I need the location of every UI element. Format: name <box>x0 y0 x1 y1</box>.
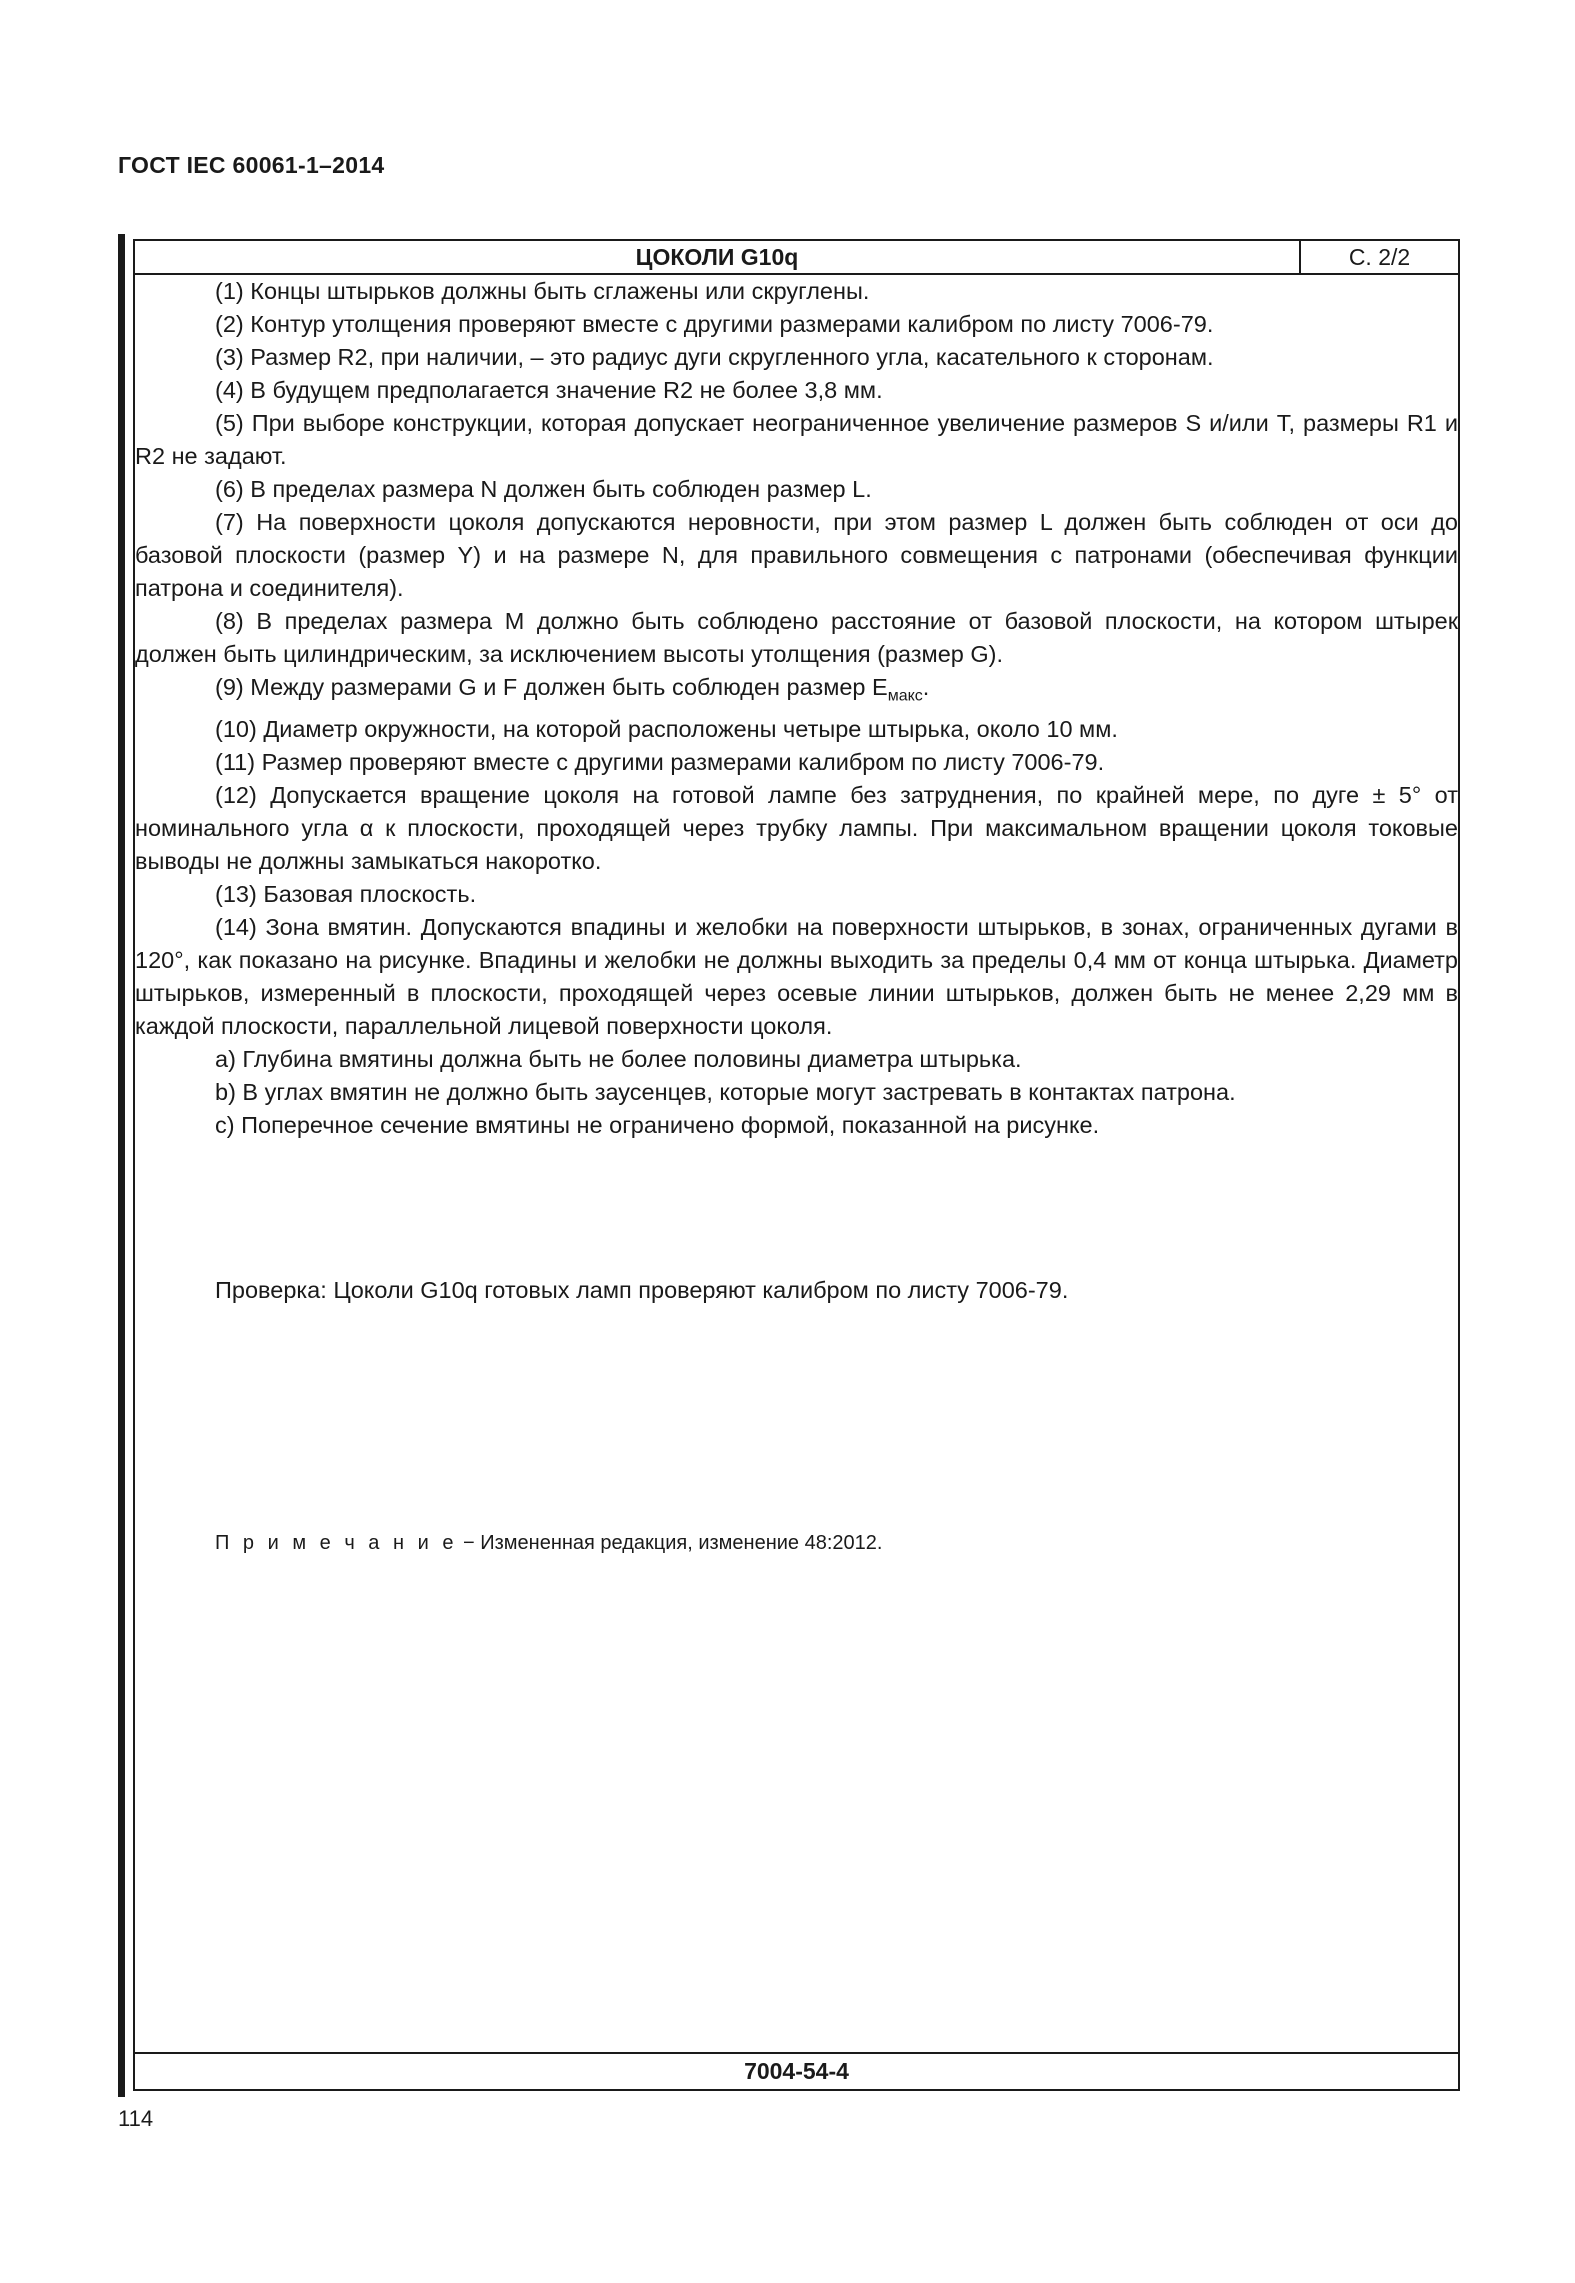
note-9 <box>135 671 1458 713</box>
note-10: (10) Диаметр окружности, на которой расположены четыре штырька, около 10 мм. <box>215 715 1118 742</box>
sheet-frame <box>133 239 1460 2091</box>
check-statement: Проверка: Цоколи G10q готовых ламп проверяют калибром по листу 7006-79. <box>215 1277 1069 1303</box>
note-6: (6) В пределах размера N должен быть соблюден размер L. <box>215 476 872 502</box>
note-14-a: a) Глубина вмятины должна быть не более половины диаметра штырька. <box>215 1045 1022 1072</box>
remark-text: − Измененная редакция, изменение 48:2012. <box>457 1532 883 1554</box>
note-2: (2) Контур утолщения проверяют вместе с другими размерами калибром по листу 7006-79. <box>215 311 1214 337</box>
note-3: (3) Размер R2, при наличии, – это радиус дуги скругленного угла, касательного к сторонам. <box>215 344 1214 370</box>
page-number: 114 <box>118 2106 154 2131</box>
sheet-page: С. 2/2 <box>1348 244 1411 270</box>
note-14: (14) Зона вмятин. Допускаются впадины и желобки на поверхности штырьков, в зонах, ограниченных дугами в 120°, как показано на рисунке. Впадины и желобки не должны выходить за пределы 0,4 мм от конца штырька. Диаметр штырьков, измеренный в плоскости, проходящей через осевые линии штырьков, должен быть не менее 2,29 мм в каждой плоскости, параллельной лицевой поверхности цоколя. <box>135 913 1458 1039</box>
remark-label: П р и м е ч а н и е <box>215 1532 458 1554</box>
note-9-text: (9) Между размерами G и F должен быть соблюден размер E <box>215 674 888 700</box>
note-11: (11) Размер проверяют вместе с другими размерами калибром по листу 7006-79. <box>215 748 1105 775</box>
note-14-b: b) В углах вмятин не должно быть заусенцев, которые могут застревать в контактах патрона. <box>215 1078 1236 1105</box>
note-13: (13) Базовая плоскость. <box>215 880 477 907</box>
note-4: (4) В будущем предполагается значение R2 не более 3,8 мм. <box>215 377 883 403</box>
margin-bar <box>118 234 125 2097</box>
notes-body <box>135 275 1458 1142</box>
note-9-subscript: макс <box>887 687 923 705</box>
sheet-title: ЦОКОЛИ G10q <box>135 241 1301 273</box>
note-5: (5) При выборе конструкции, которая допускает неограниченное увеличение размеров S и/или T, размеры R1 и R2 не задают. <box>135 410 1458 469</box>
note-12: (12) Допускается вращение цоколя на готовой лампе без затруднения, по крайней мере, по дуге ± 5° от номинального угла α к плоскости, проходящей через трубку лампы. При максимальном вращении цоколя токовые выводы не должны замыкаться накоротко. <box>135 781 1458 874</box>
note-1: (1) Концы штырьков должны быть сглажены или скруглены. <box>215 278 870 304</box>
remark <box>215 1528 882 1558</box>
title-row <box>135 241 1458 275</box>
standard-code: ГОСТ IEC 60061-1–2014 <box>118 152 385 178</box>
sheet-code: 7004-54-4 <box>135 2052 1458 2089</box>
note-14-c: c) Поперечное сечение вмятины не ограничено формой, показанной на рисунке. <box>215 1111 1100 1138</box>
note-8: (8) В пределах размера M должно быть соблюдено расстояние от базовой плоскости, на котором штырек должен быть цилиндрическим, за исключением высоты утолщения (размер G). <box>135 608 1458 667</box>
note-7: (7) На поверхности цоколя допускаются неровности, при этом размер L должен быть соблюден от оси до базовой плоскости (размер Y) и на размере N, для правильного совмещения с патронами (обеспечивая функции патрона и соединителя). <box>135 509 1458 601</box>
note-9-end: . <box>922 674 930 700</box>
